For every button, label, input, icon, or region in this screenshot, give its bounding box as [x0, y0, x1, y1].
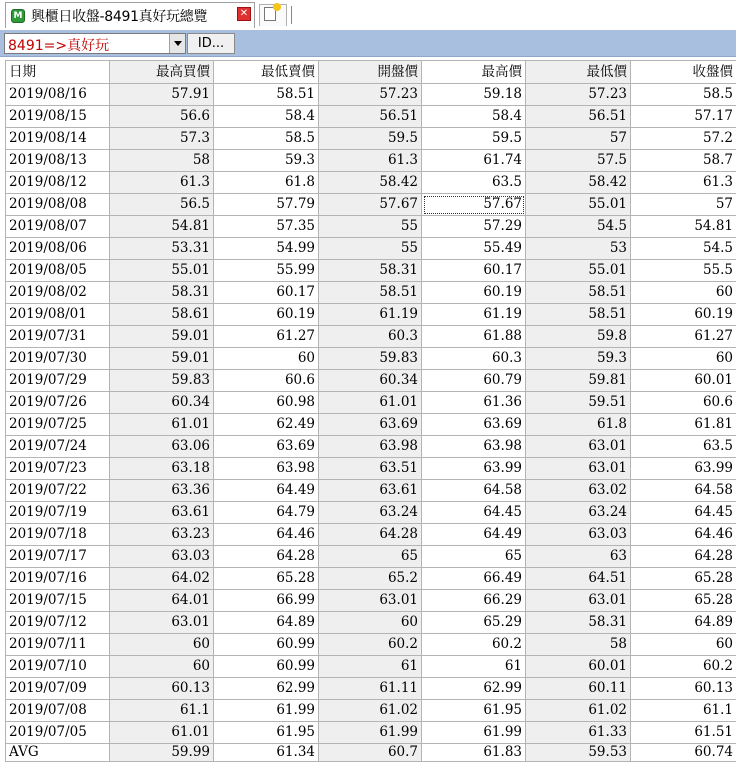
cell-high: 61.95: [422, 700, 526, 722]
cell-date: 2019/08/06: [6, 238, 110, 260]
table-row[interactable]: [6, 106, 736, 128]
cell-best-ask: 64.89: [214, 612, 319, 634]
cell-low: 59.51: [526, 392, 631, 414]
table-row[interactable]: [6, 128, 736, 150]
cell-date: 2019/08/01: [6, 304, 110, 326]
cell-low: 63.24: [526, 502, 631, 524]
cell-high: 61.74: [422, 150, 526, 172]
table-row[interactable]: [6, 436, 736, 458]
cell-date: 2019/08/02: [6, 282, 110, 304]
app-icon: M: [11, 9, 25, 23]
cell-best-bid: 63.36: [110, 480, 214, 502]
table-row[interactable]: [6, 656, 736, 678]
cell-best-ask: 55.99: [214, 260, 319, 282]
cell-best-bid: 57.91: [110, 84, 214, 106]
cell-high: 57.67: [422, 194, 526, 216]
cell-close: 60.74: [631, 744, 736, 762]
cell-best-ask: 57.79: [214, 194, 319, 216]
cell-close: 60.2: [631, 656, 736, 678]
cell-best-ask: 64.46: [214, 524, 319, 546]
cell-high: 65: [422, 546, 526, 568]
cell-open: 64.28: [319, 524, 422, 546]
cell-close: 61.51: [631, 722, 736, 744]
cell-best-bid: 58: [110, 150, 214, 172]
cell-open: 63.98: [319, 436, 422, 458]
cell-high: 58.4: [422, 106, 526, 128]
table-row[interactable]: [6, 524, 736, 546]
cell-best-ask: 64.49: [214, 480, 319, 502]
cell-date: 2019/07/05: [6, 722, 110, 744]
cell-low: 57.23: [526, 84, 631, 106]
cell-open: 59.83: [319, 348, 422, 370]
cell-best-bid: 63.61: [110, 502, 214, 524]
cell-close: 65.28: [631, 568, 736, 590]
cell-open: 57.67: [319, 194, 422, 216]
cell-best-ask: 61.34: [214, 744, 319, 762]
cell-best-bid: 56.5: [110, 194, 214, 216]
cell-best-ask: 54.99: [214, 238, 319, 260]
cell-best-ask: 60.19: [214, 304, 319, 326]
cell-close: 57: [631, 194, 736, 216]
table-row[interactable]: [6, 568, 736, 590]
cell-low: 57: [526, 128, 631, 150]
cell-low: 55.01: [526, 260, 631, 282]
cell-low: 61.02: [526, 700, 631, 722]
chevron-down-icon: [174, 41, 182, 46]
cell-low: 63.02: [526, 480, 631, 502]
cell-close: 64.89: [631, 612, 736, 634]
cell-close: 60: [631, 282, 736, 304]
cell-close: 64.58: [631, 480, 736, 502]
cell-close: 54.5: [631, 238, 736, 260]
header-row[interactable]: [6, 61, 736, 84]
cell-best-ask: 63.98: [214, 458, 319, 480]
cell-low: 59.3: [526, 348, 631, 370]
cell-high: 63.98: [422, 436, 526, 458]
cell-open: 60.7: [319, 744, 422, 762]
cell-close: 57.17: [631, 106, 736, 128]
cell-date: 2019/08/15: [6, 106, 110, 128]
cell-open: 61.02: [319, 700, 422, 722]
cell-best-bid: 63.23: [110, 524, 214, 546]
cell-open: 58.42: [319, 172, 422, 194]
table-row[interactable]: [6, 150, 736, 172]
cell-close: 55.5: [631, 260, 736, 282]
cell-best-ask: 60.6: [214, 370, 319, 392]
cell-best-ask: 61.95: [214, 722, 319, 744]
table-row[interactable]: [6, 392, 736, 414]
cell-best-bid: 60: [110, 656, 214, 678]
cell-open: 61.11: [319, 678, 422, 700]
cell-low: 60.01: [526, 656, 631, 678]
cell-best-ask: 60.17: [214, 282, 319, 304]
cell-high: 57.29: [422, 216, 526, 238]
cell-best-ask: 65.28: [214, 568, 319, 590]
cell-date: 2019/07/30: [6, 348, 110, 370]
cell-date: 2019/07/26: [6, 392, 110, 414]
cell-best-ask: 66.99: [214, 590, 319, 612]
table-row[interactable]: [6, 458, 736, 480]
quote-table: [5, 60, 736, 762]
tab-bar: [0, 0, 736, 31]
cell-best-bid: 61.01: [110, 722, 214, 744]
cell-low: 58.51: [526, 304, 631, 326]
cell-best-bid: 61.3: [110, 172, 214, 194]
cell-high: 65.29: [422, 612, 526, 634]
cell-high: 63.99: [422, 458, 526, 480]
cell-best-ask: 62.49: [214, 414, 319, 436]
tab-active[interactable]: [5, 2, 255, 28]
cell-date: 2019/07/12: [6, 612, 110, 634]
cell-close: 61.1: [631, 700, 736, 722]
cell-best-bid: 59.01: [110, 348, 214, 370]
cell-best-bid: 59.83: [110, 370, 214, 392]
cell-open: 59.5: [319, 128, 422, 150]
cell-best-bid: 63.03: [110, 546, 214, 568]
cell-high: 61: [422, 656, 526, 678]
cell-low: 63.01: [526, 436, 631, 458]
cell-best-ask: 60.99: [214, 634, 319, 656]
cell-low: 61.33: [526, 722, 631, 744]
cell-best-ask: 63.69: [214, 436, 319, 458]
cell-best-ask: 64.28: [214, 546, 319, 568]
cell-close: 61.81: [631, 414, 736, 436]
cell-open: 63.01: [319, 590, 422, 612]
cell-low: 58.31: [526, 612, 631, 634]
cell-best-ask: 58.51: [214, 84, 319, 106]
cell-date: 2019/07/24: [6, 436, 110, 458]
cell-open: 55: [319, 238, 422, 260]
cell-date: 2019/07/17: [6, 546, 110, 568]
cell-low: 63.01: [526, 590, 631, 612]
table-row[interactable]: [6, 216, 736, 238]
cell-close: 61.27: [631, 326, 736, 348]
cell-date: 2019/07/22: [6, 480, 110, 502]
table-row[interactable]: [6, 172, 736, 194]
cell-low: 55.01: [526, 194, 631, 216]
cell-best-bid: 63.18: [110, 458, 214, 480]
table-row[interactable]: [6, 722, 736, 744]
cell-open: 58.51: [319, 282, 422, 304]
column-header-best-bid[interactable]: 最高買價: [110, 61, 214, 84]
cell-open: 63.51: [319, 458, 422, 480]
cell-date: 2019/08/16: [6, 84, 110, 106]
cell-open: 61.99: [319, 722, 422, 744]
cell-high: 64.45: [422, 502, 526, 524]
cell-high: 59.18: [422, 84, 526, 106]
table-row[interactable]: [6, 678, 736, 700]
id-button[interactable]: ID...: [187, 33, 235, 54]
cell-close: 60.19: [631, 304, 736, 326]
cell-open: 60: [319, 612, 422, 634]
cell-date: 2019/07/10: [6, 656, 110, 678]
cell-close: 60: [631, 348, 736, 370]
cell-date: 2019/08/12: [6, 172, 110, 194]
cell-open: 61.3: [319, 150, 422, 172]
cell-best-ask: 60: [214, 348, 319, 370]
cell-date: 2019/07/19: [6, 502, 110, 524]
cell-close: 60.01: [631, 370, 736, 392]
cell-low: 57.5: [526, 150, 631, 172]
cell-open: 63.69: [319, 414, 422, 436]
cell-date: 2019/07/31: [6, 326, 110, 348]
cell-best-ask: 58.5: [214, 128, 319, 150]
cell-close: 54.81: [631, 216, 736, 238]
cell-high: 61.36: [422, 392, 526, 414]
cell-high: 61.19: [422, 304, 526, 326]
cell-best-bid: 58.31: [110, 282, 214, 304]
cell-close: 61.3: [631, 172, 736, 194]
cell-best-bid: 61.01: [110, 414, 214, 436]
column-header-open[interactable]: 開盤價: [319, 61, 422, 84]
cell-close: 64.28: [631, 546, 736, 568]
cell-date: 2019/07/16: [6, 568, 110, 590]
cell-open: 57.23: [319, 84, 422, 106]
cell-best-bid: 60.13: [110, 678, 214, 700]
cell-best-bid: 59.01: [110, 326, 214, 348]
cell-close: 57.2: [631, 128, 736, 150]
tab-title: 興櫃日收盤-8491真好玩總覽: [31, 8, 208, 25]
cell-best-bid: 59.99: [110, 744, 214, 762]
table-row[interactable]: [6, 612, 736, 634]
cell-date: 2019/07/25: [6, 414, 110, 436]
table-row[interactable]: [6, 590, 736, 612]
cell-date: 2019/07/18: [6, 524, 110, 546]
cell-best-bid: 63.01: [110, 612, 214, 634]
cell-best-ask: 62.99: [214, 678, 319, 700]
cell-best-bid: 64.02: [110, 568, 214, 590]
cell-high: 60.19: [422, 282, 526, 304]
cell-close: 64.45: [631, 502, 736, 524]
cell-high: 55.49: [422, 238, 526, 260]
column-header-high[interactable]: 最高價: [422, 61, 526, 84]
cell-date: 2019/07/09: [6, 678, 110, 700]
table-row[interactable]: [6, 260, 736, 282]
column-header-date[interactable]: 日期: [6, 61, 110, 84]
cell-date: 2019/08/08: [6, 194, 110, 216]
cell-close: 58.5: [631, 84, 736, 106]
table-row[interactable]: [6, 502, 736, 524]
column-header-low[interactable]: 最低價: [526, 61, 631, 84]
cell-close: 64.46: [631, 524, 736, 546]
cell-best-bid: 54.81: [110, 216, 214, 238]
cell-high: 61.88: [422, 326, 526, 348]
dropdown-button[interactable]: [169, 34, 185, 53]
symbol-combobox[interactable]: [4, 33, 186, 54]
tab-divider: [291, 6, 292, 24]
cell-low: 59.53: [526, 744, 631, 762]
cell-best-bid: 53.31: [110, 238, 214, 260]
cell-best-ask: 61.8: [214, 172, 319, 194]
cell-best-bid: 64.01: [110, 590, 214, 612]
cell-high: 59.5: [422, 128, 526, 150]
cell-best-bid: 60.34: [110, 392, 214, 414]
table-row[interactable]: [6, 326, 736, 348]
table-row[interactable]: [6, 84, 736, 106]
cell-open: 63.24: [319, 502, 422, 524]
cell-low: 63: [526, 546, 631, 568]
cell-best-bid: 60: [110, 634, 214, 656]
cell-low: 58.42: [526, 172, 631, 194]
cell-low: 58.51: [526, 282, 631, 304]
cell-close: 60.6: [631, 392, 736, 414]
cell-low: 63.01: [526, 458, 631, 480]
cell-open: 63.61: [319, 480, 422, 502]
cell-high: 64.58: [422, 480, 526, 502]
cell-close: 60: [631, 634, 736, 656]
cell-high: 60.17: [422, 260, 526, 282]
cell-close: 63.99: [631, 458, 736, 480]
cell-close: 58.7: [631, 150, 736, 172]
table-row[interactable]: [6, 348, 736, 370]
cell-low: 64.51: [526, 568, 631, 590]
cell-high: 66.49: [422, 568, 526, 590]
cell-open: 61: [319, 656, 422, 678]
cell-low: 58: [526, 634, 631, 656]
column-header-best-ask[interactable]: 最低賣價: [214, 61, 319, 84]
cell-high: 63.5: [422, 172, 526, 194]
cell-low: 63.03: [526, 524, 631, 546]
cell-open: 55: [319, 216, 422, 238]
cell-best-ask: 57.35: [214, 216, 319, 238]
cell-open: 61.01: [319, 392, 422, 414]
symbol-value: 8491=>真好玩: [8, 38, 110, 54]
cell-low: 53: [526, 238, 631, 260]
table-row[interactable]: [6, 634, 736, 656]
cell-close: 65.28: [631, 590, 736, 612]
table-row[interactable]: [6, 700, 736, 722]
table-row[interactable]: [6, 282, 736, 304]
cell-close: 63.5: [631, 436, 736, 458]
cell-high: 62.99: [422, 678, 526, 700]
table-row[interactable]: [6, 546, 736, 568]
cell-low: 59.8: [526, 326, 631, 348]
cell-open: 65: [319, 546, 422, 568]
table-row[interactable]: [6, 480, 736, 502]
cell-open: 65.2: [319, 568, 422, 590]
average-row[interactable]: [6, 744, 736, 762]
table-row[interactable]: [6, 194, 736, 216]
cell-best-bid: 58.61: [110, 304, 214, 326]
table-row[interactable]: [6, 370, 736, 392]
cell-date: 2019/07/08: [6, 700, 110, 722]
table-row[interactable]: [6, 304, 736, 326]
cell-best-bid: 61.1: [110, 700, 214, 722]
cell-date: 2019/07/15: [6, 590, 110, 612]
cell-open: 60.2: [319, 634, 422, 656]
cell-high: 61.99: [422, 722, 526, 744]
cell-high: 66.29: [422, 590, 526, 612]
cell-low: 54.5: [526, 216, 631, 238]
cell-date: 2019/07/29: [6, 370, 110, 392]
cell-open: 61.19: [319, 304, 422, 326]
new-tab-icon: [264, 7, 276, 21]
cell-best-ask: 61.27: [214, 326, 319, 348]
cell-low: 60.11: [526, 678, 631, 700]
cell-open: 56.51: [319, 106, 422, 128]
close-icon[interactable]: ✕: [237, 7, 251, 21]
cell-date: 2019/07/23: [6, 458, 110, 480]
cell-high: 60.3: [422, 348, 526, 370]
cell-date: 2019/08/07: [6, 216, 110, 238]
cell-best-ask: 60.99: [214, 656, 319, 678]
cell-low: 61.8: [526, 414, 631, 436]
cell-low: 56.51: [526, 106, 631, 128]
cell-high: 60.79: [422, 370, 526, 392]
cell-high: 60.2: [422, 634, 526, 656]
cell-date: 2019/08/05: [6, 260, 110, 282]
cell-best-ask: 61.99: [214, 700, 319, 722]
cell-best-ask: 60.98: [214, 392, 319, 414]
cell-date: 2019/08/14: [6, 128, 110, 150]
cell-date: AVG: [6, 744, 110, 762]
cell-open: 60.34: [319, 370, 422, 392]
column-header-close[interactable]: 收盤價: [631, 61, 736, 84]
cell-best-bid: 57.3: [110, 128, 214, 150]
cell-high: 61.83: [422, 744, 526, 762]
cell-best-ask: 59.3: [214, 150, 319, 172]
cell-high: 63.69: [422, 414, 526, 436]
cell-low: 59.81: [526, 370, 631, 392]
cell-best-bid: 56.6: [110, 106, 214, 128]
cell-best-bid: 55.01: [110, 260, 214, 282]
cell-best-bid: 63.06: [110, 436, 214, 458]
cell-open: 58.31: [319, 260, 422, 282]
cell-best-ask: 58.4: [214, 106, 319, 128]
cell-open: 60.3: [319, 326, 422, 348]
cell-date: 2019/08/13: [6, 150, 110, 172]
table-row[interactable]: [6, 414, 736, 436]
cell-high: 64.49: [422, 524, 526, 546]
cell-close: 60.13: [631, 678, 736, 700]
cell-date: 2019/07/11: [6, 634, 110, 656]
cell-best-ask: 64.79: [214, 502, 319, 524]
table-row[interactable]: [6, 238, 736, 260]
